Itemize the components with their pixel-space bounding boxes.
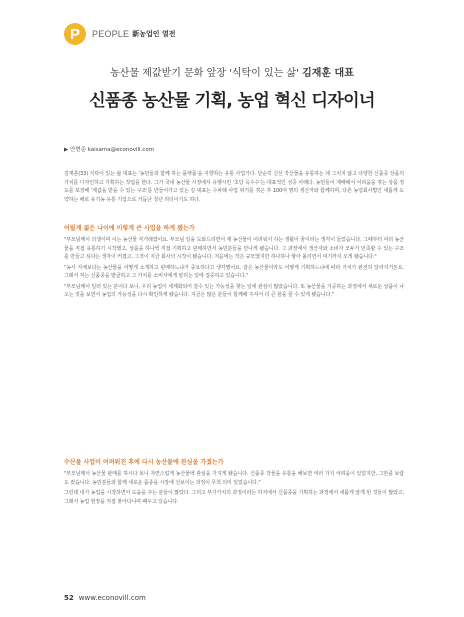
section-2-heading: 수산물 사업이 어려워진 후에 다시 농산물에 관심을 가졌는가 (64, 459, 224, 466)
section-sublabel: 新농업인 열전 (132, 30, 176, 38)
section-1 (64, 224, 404, 302)
article-subtitle (0, 64, 464, 79)
page-number: 52 (64, 594, 74, 602)
body-paragraph: "부모님께서 농산물 판매를 하시다 보니 자연스럽게 농산물에 관심을 가지게 됐습니다. 신품종 작물을 유통을 해보면 여러 가지 어려움이 있었지만, 그만큼 보람도 컸습니다. 농민분들과 함께 새로운 품종을 시장에 선보이는 과정이 무척 의미 있었습니다." (64, 471, 404, 486)
intro-paragraph: 김재훈(33) 식탁이 있는 삶 대표는 '농민들과 함께 하는 플랫폼'을 지향하는 유통 사업가다. 단순히 신선 작산물을 유통하는 데 그치지 않고 다양한 신품종 상품의 가치를 디자인하고 기획하는 작업을 한다. 그가 국내 농산물 시장에서 유행시킨 '초당 옥수수'는 대표적인 성공 사례다. 농민들이 재배해서 어려움을 겪는 상품 정도를 포장해 '제값을 받을 수 있는 구조'를 만들어가고 있는 김 대표는 수차례 사업 위기를 겪은 후 100여 명의 생산자와 함께하며, 다른 농업회사법인 새롭게 도약하는 해로 유기농 유통 기업으로 거듭난 청년 리더이기도 하다. (64, 171, 404, 203)
body-paragraph: "부모님께서 일러 있는 분이다 보니, 우리 농업이 세계화되어 갈수 있는 가능성을 찾는 일에 관심이 많았습니다. 또 농산물을 가공하는 과정에서 새로운 상품이 나오는 것을 보면서 농업의 가능성을 다시 확인하게 됐습니다. 지금은 많은 분들이 함께해 주셔서 더 큰 꿈을 꿀 수 있게 됐습니다." (64, 283, 404, 298)
article-title: 신품종 농산물 기획, 농업 혁신 디자이너 (89, 91, 375, 111)
intro-block (64, 170, 404, 206)
section-2 (64, 458, 404, 508)
section-label: PEOPLE (92, 29, 130, 39)
body-paragraph: "농사 자체보다는 농산물을 어떻게 소개하고 판매하느냐가 중요하다고 생각했어요. 같은 농산물이라도 어떻게 기획하느냐에 따라 가치가 완전히 달라지거든요. 그래서 저는 신품종을 발굴하고 그 가치를 소비자에게 알리는 일에 집중하고 있습니다." (64, 264, 404, 279)
subtitle-text: 농산물 제값받기 문화 앞장 '식탁이 있는 삶' (110, 68, 303, 79)
footer-site: www.econovill.com (78, 594, 146, 602)
subtitle-name: 김재훈 대표 (302, 68, 354, 79)
people-badge-icon: P (64, 23, 86, 45)
section-1-heading: 어릴게 젊은 나이에 이렇게 큰 사업을 하게 됐는가 (64, 225, 195, 232)
section-header (64, 21, 175, 47)
body-paragraph: "부모님께서 의생이며 이는 농산물 직거래였어요. 부모님 일을 도와드리면서 제 농산물이 어려워서 하는 생활이 꿈이라는 생각이 들었습니다. 그때부터 여러 농산물을 직접 유통하기 시작했고, 상품을 하나씩 직접 기획하고 판매하면서 농민분들을 만나게 됐습니다. 그 과정에서 생산자와 소비자 모두가 만족할 수 있는 구조를 만들고 싶다는 생각이 커졌고, 그것이 지금 회사의 시작이 됐습니다. 처음에는 작은 규모였지만 하나하나 쌓아 올리면서 여기까지 오게 됐습니다." (64, 237, 404, 260)
article-byline: ▶ 안현준 kaisama@econovill.com (64, 147, 155, 153)
page-footer (64, 594, 146, 602)
body-paragraph: 그런데 내가 농업을 시작하면서 도움을 주는 분들이 많았다. 그리고 부가가치의 과정이라는 하지에서 신품종을 기획하는 과정에서 새롭게 알게 된 것들이 많았고, 그래서 농업 현장을 직접 찾아다니며 배우고 있습니다. (64, 490, 404, 505)
